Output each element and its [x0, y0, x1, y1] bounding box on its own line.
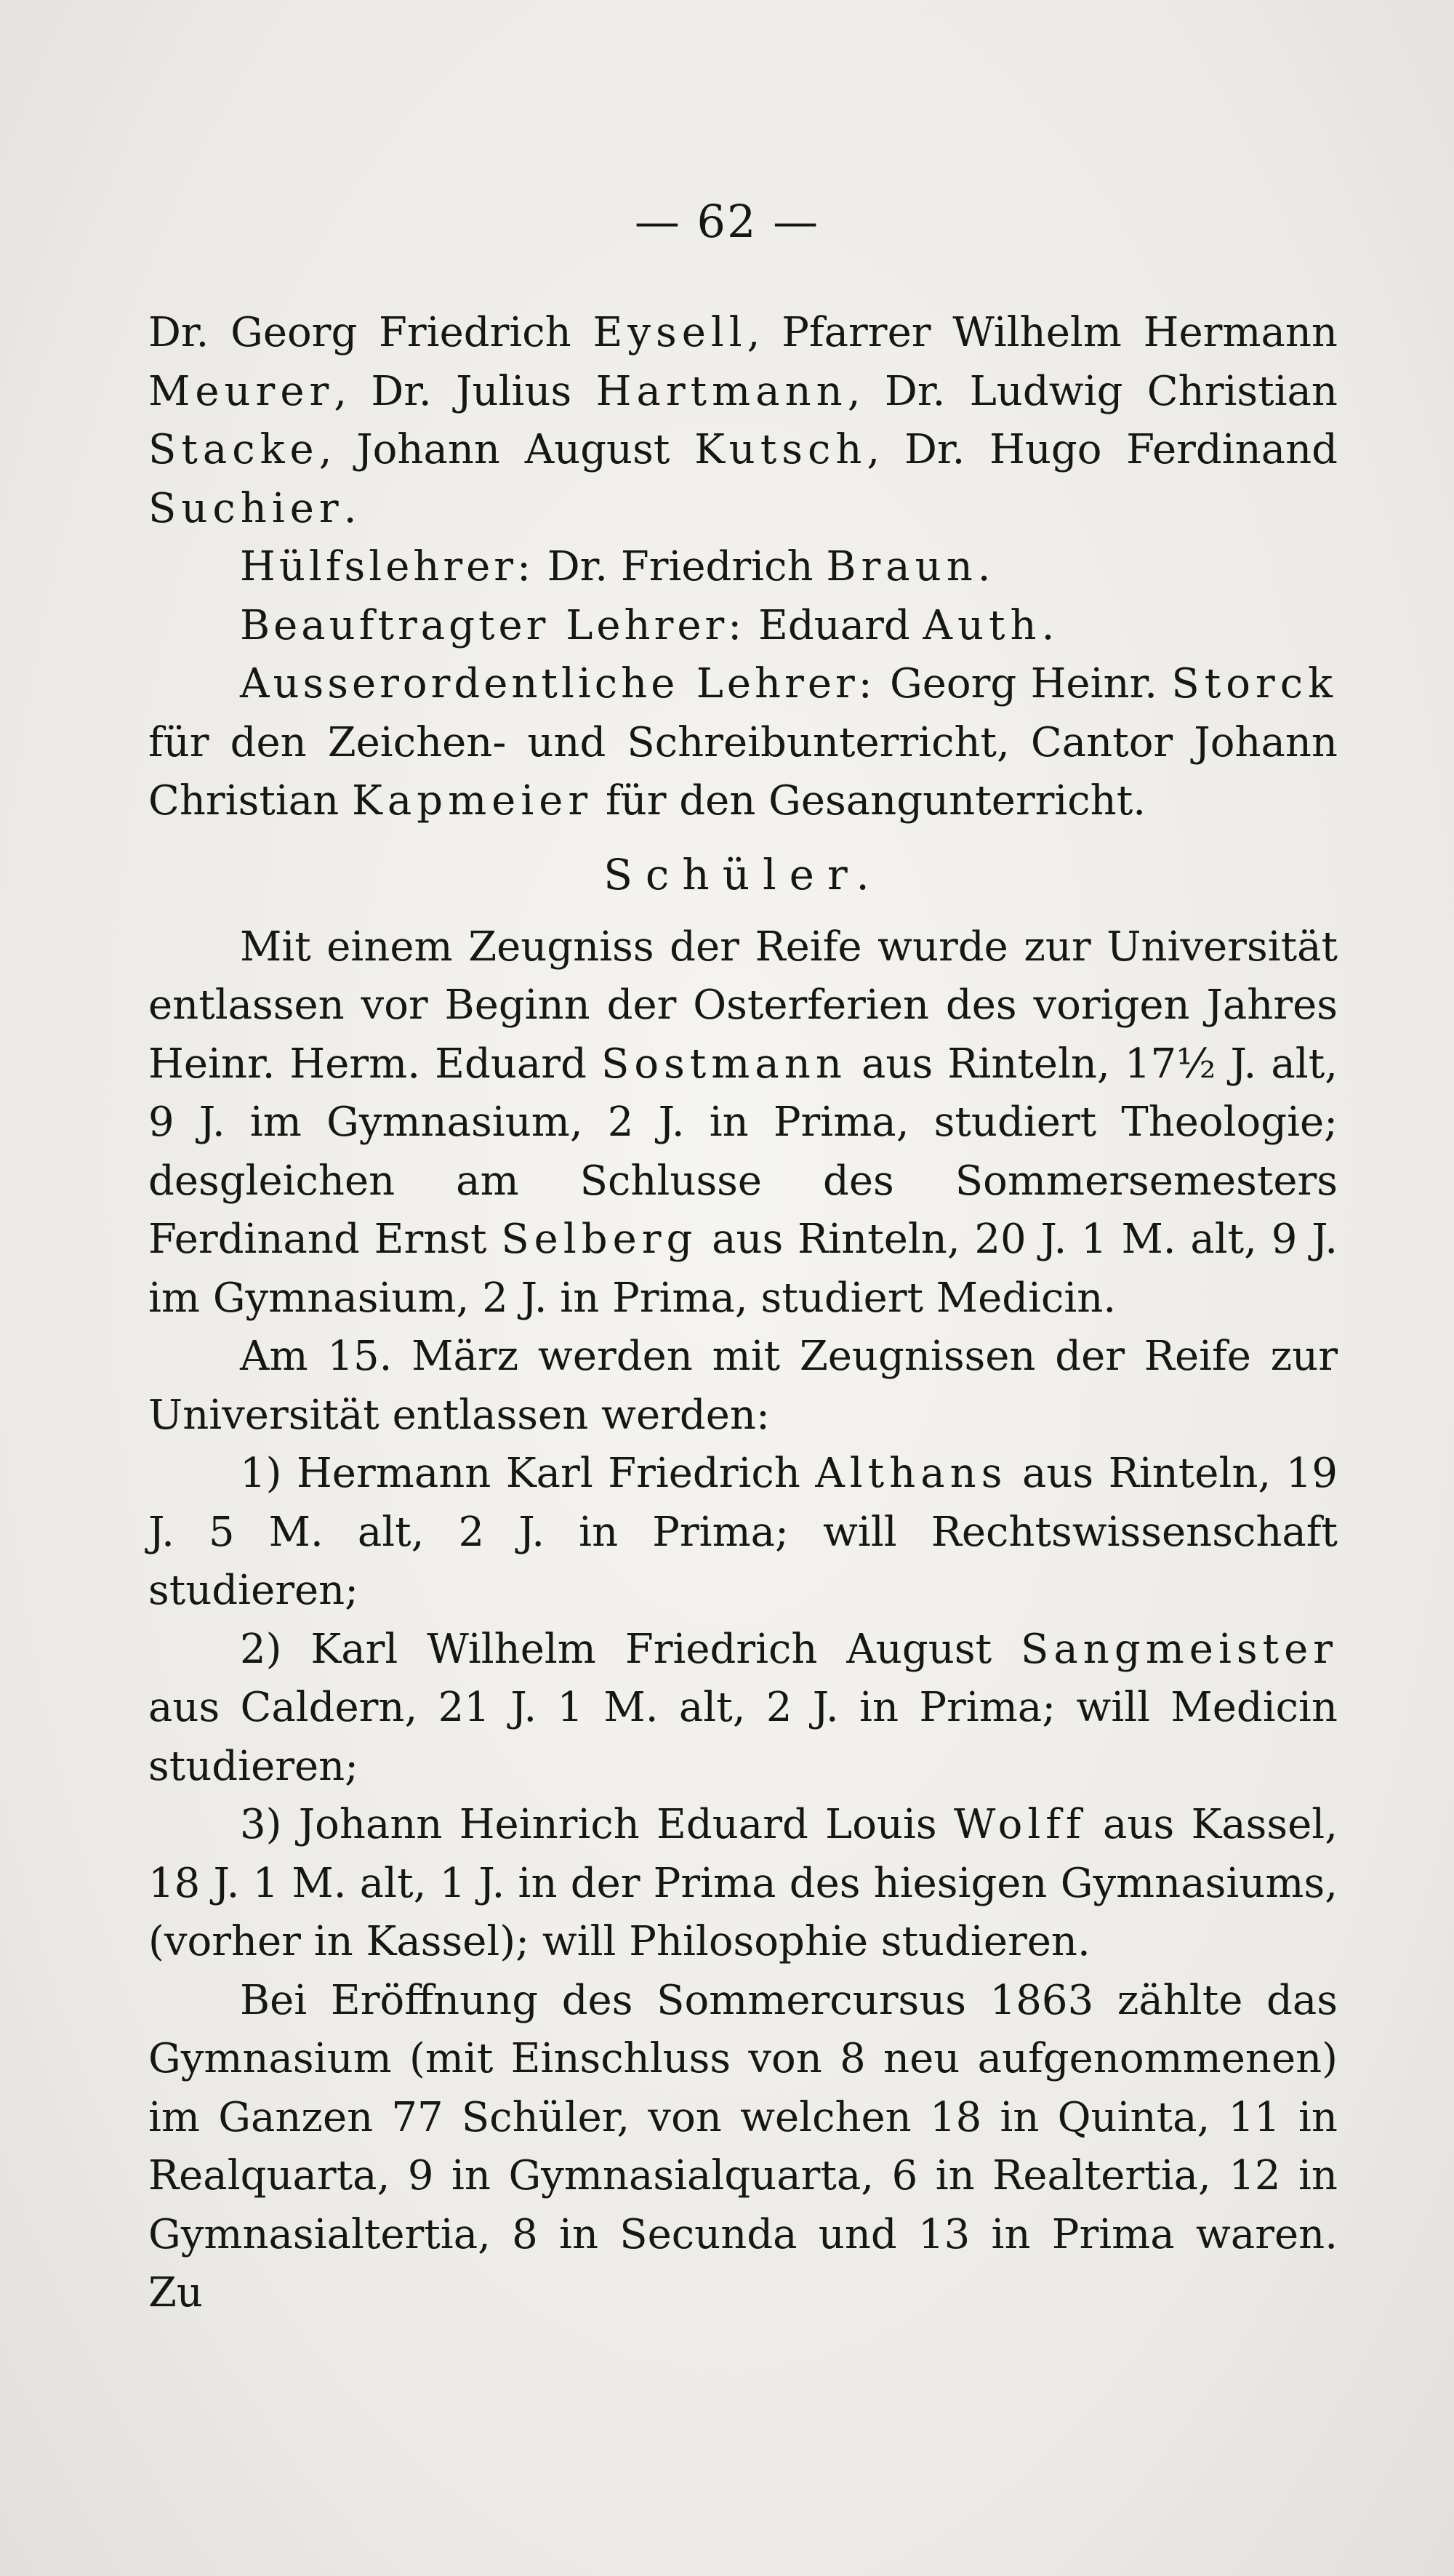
text-run: , Dr. Ludwig Christian: [847, 367, 1338, 415]
section-label: Hülfslehrer:: [240, 543, 534, 590]
upcoming-graduates-intro: Am 15. März werden mit Zeugnissen der Reife zur Universität entlassen werden:: [148, 1333, 1338, 1439]
text-run: , Dr. Hugo Ferdinand: [867, 426, 1338, 473]
text-run: Dr. Georg Friedrich: [148, 309, 593, 356]
text-run: .: [343, 484, 357, 532]
spaced-name: Eysell: [593, 309, 747, 356]
spaced-name: Selberg: [501, 1216, 698, 1263]
page-number: — 62 —: [634, 195, 820, 248]
section-label: Beauftragter Lehrer:: [240, 601, 746, 649]
spaced-name: Wolff: [953, 1801, 1086, 1848]
text-run: , Johann August: [318, 426, 695, 473]
text-run: aus Rinteln, 19 J. 5 M. alt, 2 J. in Prima; will Rechtswissenschaft studieren;: [148, 1450, 1338, 1614]
text-run: für den Zeichen- und Schreibunterricht, Cantor Johann Christian: [148, 718, 1338, 824]
text-run: .: [1041, 601, 1055, 649]
spaced-name: Auth: [923, 601, 1042, 649]
graduate-list-item: [148, 1621, 1338, 1797]
text-run: aus Rinteln, 17½ J. alt, 9 J. im Gymnasium, 2 J. in Prima, studiert Theologie; desgleichen am Schlusse des Sommersemesters Ferdinand Ernst: [148, 1040, 1338, 1263]
page-body: [148, 304, 1338, 2323]
section-label: Ausserordentliche Lehrer:: [240, 660, 876, 707]
assistant-teacher-paragraph: [148, 538, 1338, 597]
text-run: für den Gesangunterricht.: [593, 777, 1146, 824]
text-run: aus Caldern, 21 J. 1 M. alt, 2 J. in Prima; will Medicin studieren;: [148, 1684, 1338, 1790]
spaced-name: Hartmann: [595, 367, 848, 415]
students-heading: Schüler.: [603, 849, 883, 899]
spaced-name: Sostmann: [601, 1040, 847, 1088]
graduate-list-item: [148, 1796, 1338, 1972]
text-run: Georg Heinr.: [875, 660, 1172, 707]
text-run: 3) Johann Heinrich Eduard Louis: [240, 1801, 954, 1848]
spaced-name: Braun: [826, 543, 978, 590]
spaced-name: Kapmeier: [352, 777, 593, 824]
graduates-last-year-paragraph: [148, 918, 1338, 1328]
spaced-name: Storck: [1171, 660, 1338, 707]
text-run: Dr. Friedrich: [534, 543, 827, 590]
text-run: , Dr. Julius: [334, 367, 596, 415]
spaced-name: Kutsch: [694, 426, 867, 473]
spaced-name: Althans: [815, 1450, 1008, 1497]
commissioned-teacher-paragraph: [148, 597, 1338, 656]
text-run: .: [977, 543, 991, 590]
text-run: aus Kassel, 18 J. 1 M. alt, 1 J. in der Prima des hiesigen Gymnasiums, (vorher in Kassel); will Philosophie studieren.: [148, 1801, 1338, 1965]
text-run: Eduard: [745, 601, 923, 649]
text-run: Mit einem Zeugniss der Reife wurde zur Universität entlassen vor Beginn der Osterferien des vorigen Jahres Heinr. Herm. Eduard: [148, 923, 1338, 1088]
spaced-name: Sangmeister: [1021, 1625, 1338, 1673]
spaced-name: Meurer: [148, 367, 334, 415]
teachers-list-paragraph: [148, 304, 1338, 538]
text-run: aus Rinteln, 20 J. 1 M. alt, 9 J. im Gymnasium, 2 J. in Prima, studiert Medicin.: [148, 1216, 1338, 1322]
text-run: 1) Hermann Karl Friedrich: [240, 1450, 816, 1497]
text-run: , Pfarrer Wilhelm Hermann: [747, 309, 1338, 356]
text-run: 2) Karl Wilhelm Friedrich August: [240, 1625, 1021, 1673]
spaced-name: Stacke: [148, 426, 319, 473]
spaced-name: Suchier: [148, 484, 344, 532]
graduate-list-item: [148, 1445, 1338, 1621]
extraordinary-teachers-paragraph: [148, 655, 1338, 831]
enrollment-statistics-paragraph: Bei Eröffnung des Sommercursus 1863 zählte das Gymnasium (mit Einschluss von 8 neu aufgenommenen) im Ganzen 77 Schüler, von welchen 18 in Quinta, 11 in Realquarta, 9 in Gymnasialquarta, 6 in Realtertia, 12 in Gymnasialtertia, 8 in Secunda und 13 in Prima waren. Zu: [148, 1976, 1338, 2316]
